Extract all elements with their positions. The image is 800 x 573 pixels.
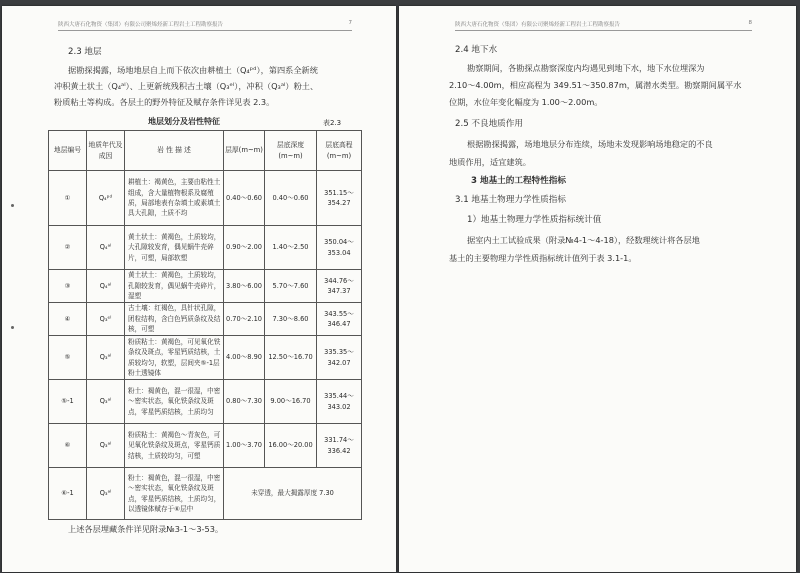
layer-id: ① — [49, 171, 87, 226]
right-page — [399, 6, 796, 572]
layer-id: ⑥-1 — [49, 468, 87, 520]
layer-id: ④ — [49, 303, 87, 336]
section-3-1-title: 3.1 地基土物理力学性质指标 — [455, 195, 566, 205]
layer-thickness: 3.80～6.00 — [224, 270, 265, 303]
section-2-3-title: 2.3 地层 — [68, 47, 102, 57]
layer-depth: 7.30～8.60 — [265, 303, 317, 336]
table-row — [49, 380, 362, 424]
layer-thickness: 4.00～8.90 — [224, 336, 265, 380]
layer-desc: 黄土状土：黄褐色，土质较均，孔隙较发育，偶见蜗牛壳碎片，湿塑 — [125, 270, 224, 303]
layer-desc: 黄土状土：黄褐色，土质较均，大孔隙较发育，偶见蜗牛壳碎片，可塑，局部软塑 — [125, 226, 224, 270]
intro-line: 冲积黄土状土（Q₄ᵃˡ）、上更新统残积古土壤（Q₃ᵉˡ），冲积（Q₃ᵃˡ）粉土、 — [54, 81, 319, 91]
section-3-title: 3 地基土的工程特性指标 — [471, 176, 566, 186]
col-header: 岩 性 描 述 — [125, 131, 224, 171]
layer-age: Q₄ᵃˡ — [87, 226, 125, 270]
s25-line: 根据勘探揭露，场地地层分布连续，场地未发现影响场地稳定的不良 — [467, 139, 713, 149]
layer-depth: 5.70～7.60 — [265, 270, 317, 303]
col-header: 层厚(m~m) — [224, 131, 265, 171]
layer-age: Q₃ᵃˡ — [87, 380, 125, 424]
s25-line: 地质作用，适宜建筑。 — [449, 157, 531, 167]
section-3-1-1-title: 1）地基土物理力学性质指标统计值 — [467, 215, 602, 225]
left-page-number: 7 — [348, 20, 352, 26]
strata-table — [48, 130, 362, 520]
s311-line: 基土的主要物理力学性质指标统计值列于表 3.1-1。 — [449, 253, 637, 263]
layer-desc: 粉质粘土：黄褐色，可见氧化铁条纹及斑点，零星钙质结核，土质较均匀，软塑，层间夹⑤-1层粉土透镜体 — [125, 336, 224, 380]
layer-depth: 9.00～16.70 — [265, 380, 317, 424]
left-header-text: 陕西大唐石化物资（集团）有限公司聚烯烃新工程岩土工程勘察报告 — [58, 22, 224, 28]
layer-desc: 粉质粘土：黄褐色～青灰色，可见氧化铁条纹及斑点，零星钙质结核，土质较均匀，可塑 — [125, 424, 224, 468]
layer-desc: 耕植土：褐黄色，主要由粘性土组成，含大量植物根系及腐殖质，局部地表有杂填土或素填土具大孔隙，土质不均 — [125, 171, 224, 226]
right-header-text: 陕西大唐石化物资（集团）有限公司聚烯烃新工程岩土工程勘察报告 — [455, 22, 621, 28]
s24-line: 勘察期间，各勘探点勘察深度内均遇见到地下水，地下水位埋深为 — [467, 63, 705, 73]
layer-id: ② — [49, 226, 87, 270]
layer-elev: 351.15～354.27 — [317, 171, 362, 226]
left-page — [2, 6, 396, 572]
right-page-header — [455, 20, 752, 31]
table-header-row — [49, 131, 362, 171]
layer-thickness: 0.40～0.60 — [224, 171, 265, 226]
s24-line: 位期，水位年变化幅度为 1.00～2.00m。 — [449, 97, 603, 107]
layer-age: Q₃ᵉˡ — [87, 303, 125, 336]
layer-elev: 343.55～346.47 — [317, 303, 362, 336]
layer-desc: 粉土：褐黄色，混一很湿，中密～密实状态，氧化铁条纹及斑点，零星钙质结核，土质均匀 — [125, 380, 224, 424]
footer-note: 上述各层埋藏条件详见附录№3-1～3-53。 — [68, 524, 224, 534]
table-row — [49, 171, 362, 226]
layer-age: Q₃ᵃˡ — [87, 468, 125, 520]
section-2-5-title: 2.5 不良地质作用 — [455, 119, 523, 129]
layer-depth: 16.00～20.00 — [265, 424, 317, 468]
binding-hole-mark — [11, 204, 14, 207]
intro-line: 粉质粘土等构成。各层土的野外特征及赋存条件详见表 2.3。 — [54, 97, 275, 107]
table-row — [49, 424, 362, 468]
intro-line: 据勘探揭露，场地地层自上而下依次由耕植土（Q₄ᵖᵈ），第四系全新统 — [68, 65, 318, 75]
s311-line: 据室内土工试验成果（附录№4-1～4-18），经数理统计将各层地 — [467, 235, 700, 245]
section-2-4-title: 2.4 地下水 — [455, 45, 498, 55]
layer-thickness: 0.80～7.30 — [224, 380, 265, 424]
table-row — [49, 468, 362, 520]
table-number: 表2.3 — [323, 119, 342, 127]
col-header: 地层编号 — [49, 131, 87, 171]
layer-thickness: 0.90～2.00 — [224, 226, 265, 270]
right-page-number: 8 — [748, 20, 752, 26]
layer-desc: 古土壤：红褐色，具针状孔隙，团粒结构，含白色钙质条纹及结核，可塑 — [125, 303, 224, 336]
layer-depth: 12.50～16.70 — [265, 336, 317, 380]
layer-elev: 344.76～347.37 — [317, 270, 362, 303]
col-header: 层底高程(m~m) — [317, 131, 362, 171]
col-header: 层底深度(m~m) — [265, 131, 317, 171]
table-row — [49, 226, 362, 270]
layer-age: Q₃ᵃˡ — [87, 424, 125, 468]
layer-depth: 1.40～2.50 — [265, 226, 317, 270]
s24-line: 2.10～4.00m，相应高程为 349.51～350.87m，属潜水类型。勘察期间属平水 — [449, 80, 742, 90]
layer-thickness: 0.70～2.10 — [224, 303, 265, 336]
layer-id: ③ — [49, 270, 87, 303]
layer-elev: 350.04～353.04 — [317, 226, 362, 270]
table-caption: 地层划分及岩性特征 — [148, 117, 220, 126]
table-row — [49, 336, 362, 380]
layer-elev: 331.74～336.42 — [317, 424, 362, 468]
left-page-header — [58, 20, 352, 31]
layer-age: Q₄ᵃˡ — [87, 270, 125, 303]
layer-elev: 335.44～343.02 — [317, 380, 362, 424]
layer-id: ⑤-1 — [49, 380, 87, 424]
layer-desc: 粉土：褐黄色，混一很湿，中密～密实状态，氧化铁条纹及斑点，零星钙质结核，土质均匀，以透镜体赋存于⑥层中 — [125, 468, 224, 520]
layer-depth: 0.40～0.60 — [265, 171, 317, 226]
table-row — [49, 270, 362, 303]
layer-thickness: 1.00～3.70 — [224, 424, 265, 468]
col-header: 地质年代及成因 — [87, 131, 125, 171]
table-row — [49, 303, 362, 336]
layer-elev: 335.35～342.07 — [317, 336, 362, 380]
layer-id: ⑥ — [49, 424, 87, 468]
binding-hole-mark — [11, 326, 14, 329]
layer-merged-note: 未穿透，最大揭露厚度 7.30 — [224, 468, 362, 520]
layer-age: Q₃ᵃˡ — [87, 336, 125, 380]
layer-age: Q₄ᵖᵈ — [87, 171, 125, 226]
layer-id: ⑤ — [49, 336, 87, 380]
